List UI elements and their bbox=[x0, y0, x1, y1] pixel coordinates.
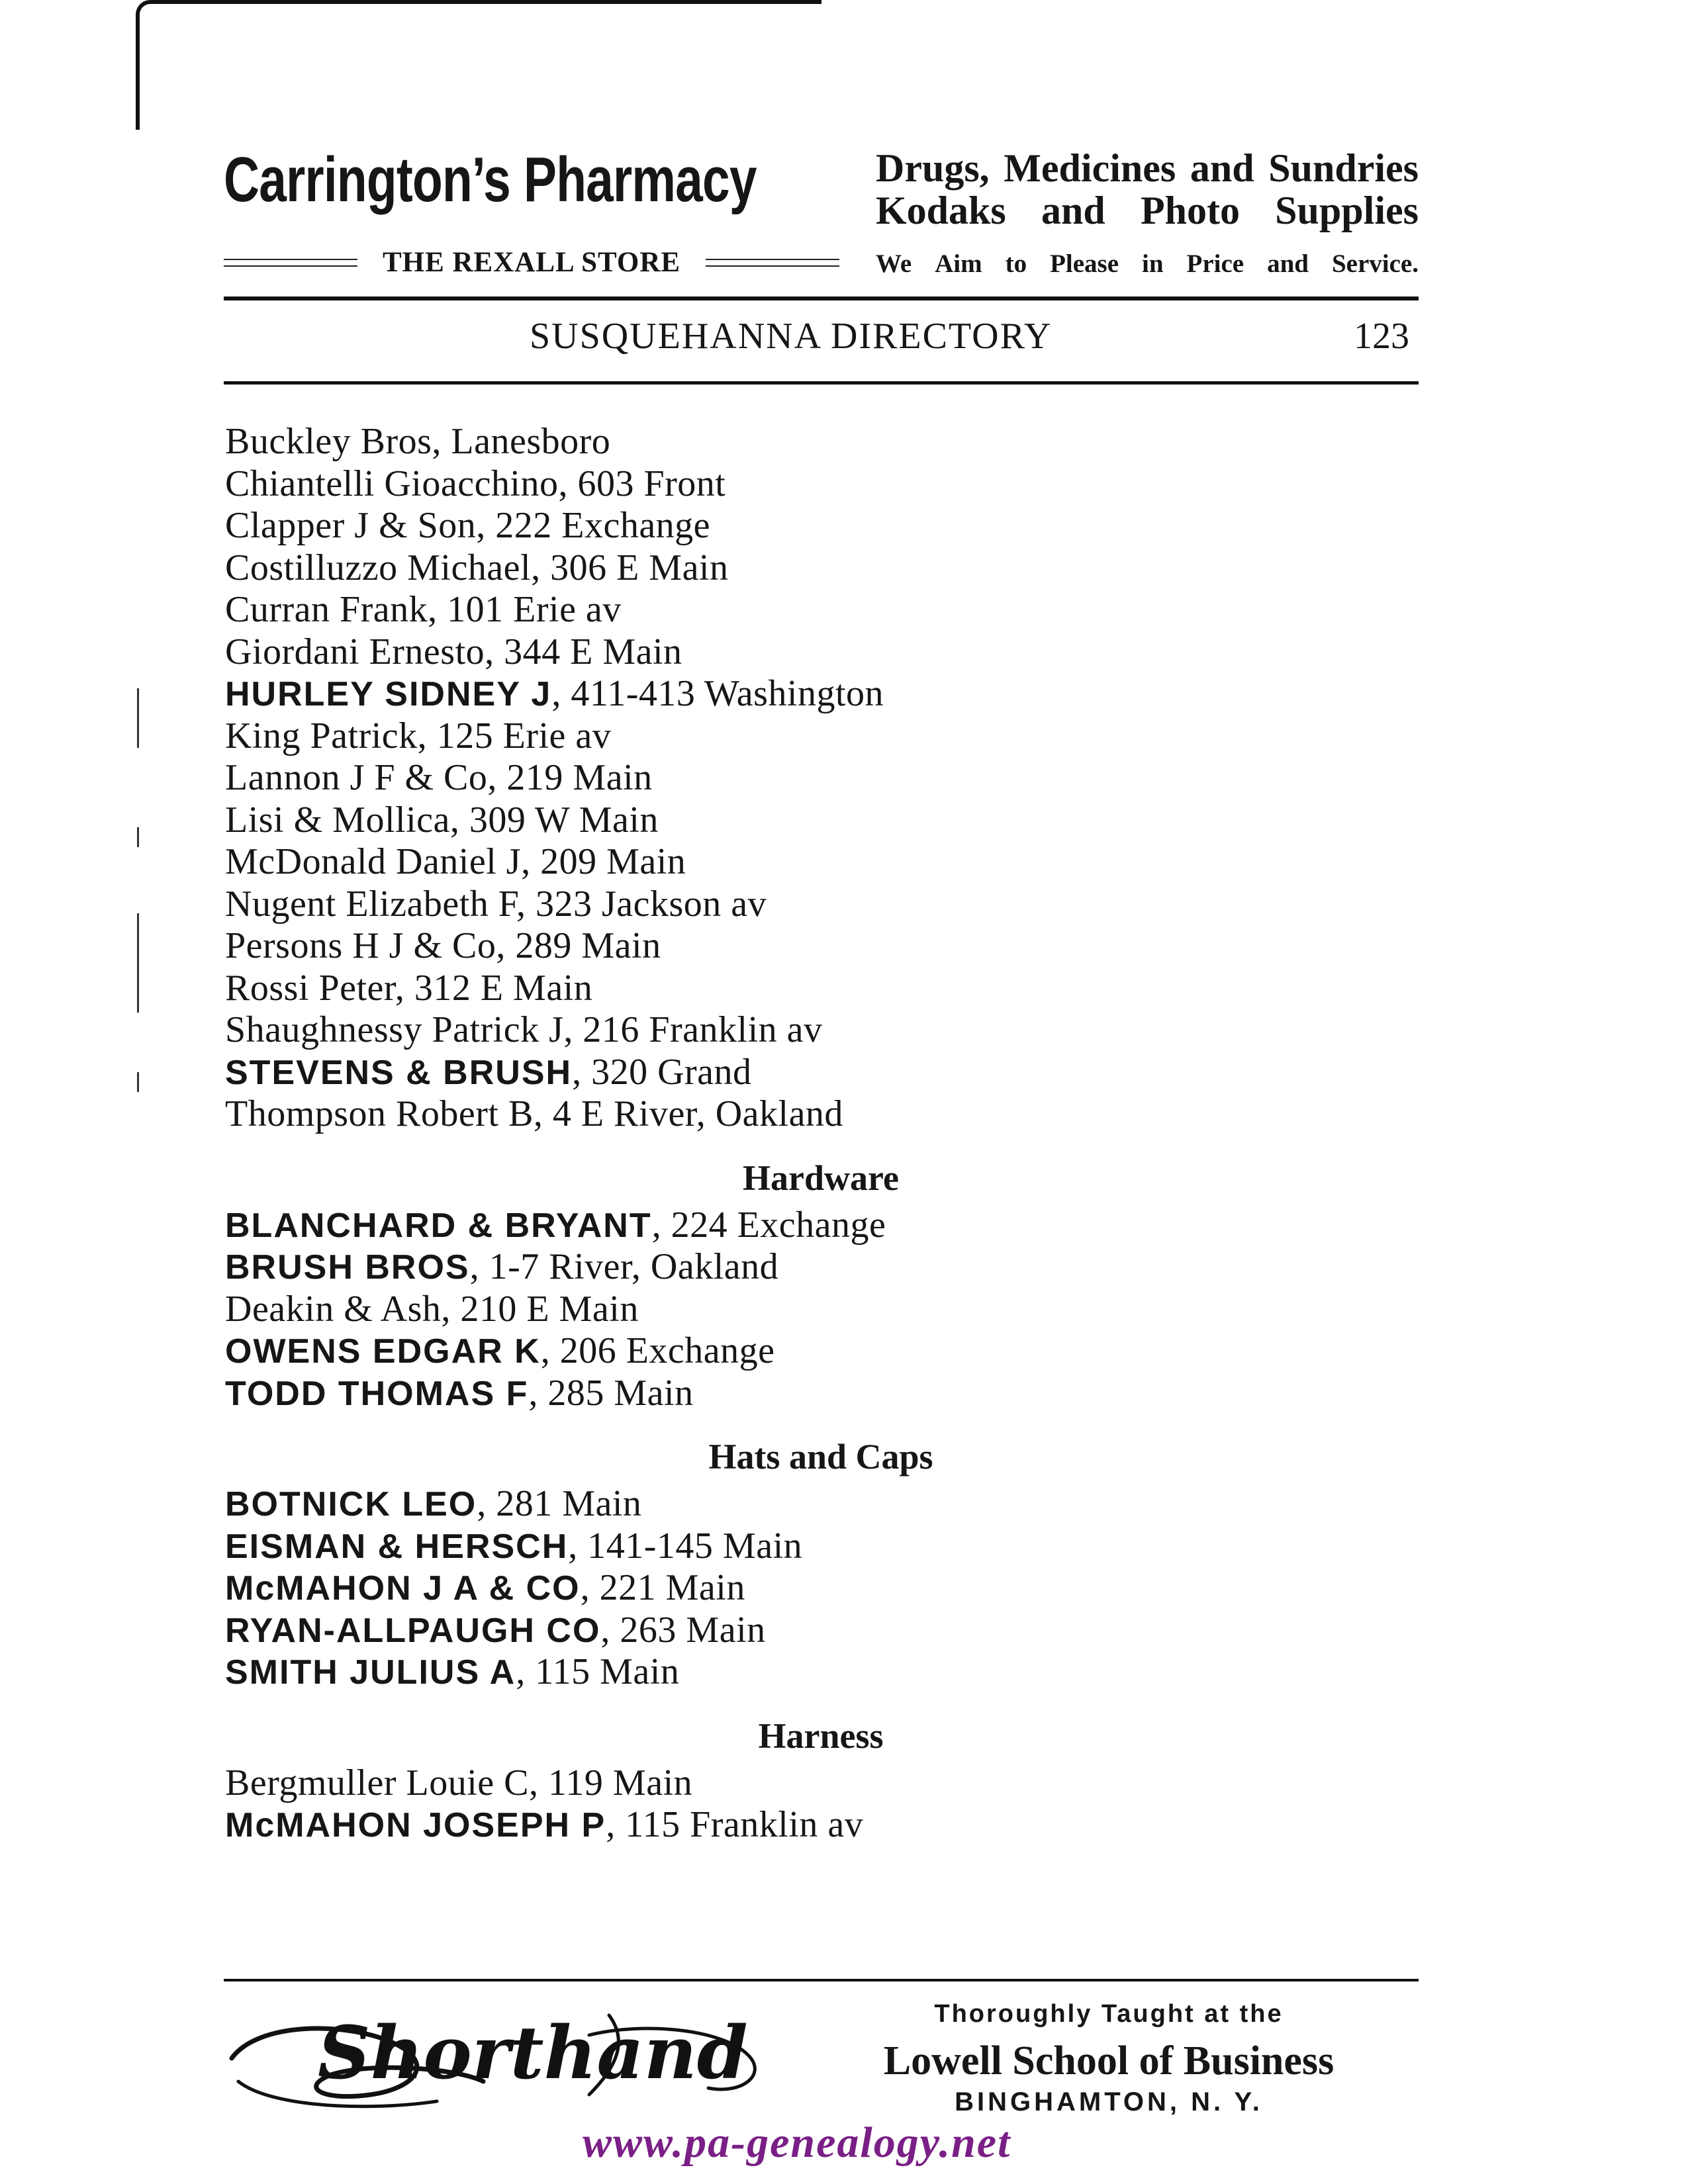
entry-name: Costilluzzo Michael bbox=[225, 547, 532, 588]
margin-tick bbox=[137, 913, 139, 1013]
entry-name: Persons H J & Co bbox=[225, 925, 496, 966]
directory-entry bbox=[225, 715, 1417, 758]
directory-entry bbox=[225, 1330, 1417, 1373]
margin-tick bbox=[137, 1072, 139, 1092]
directory-entry bbox=[225, 1009, 1417, 1052]
entry-address: , 115 Main bbox=[516, 1651, 680, 1692]
scan-corner-mark bbox=[136, 0, 821, 130]
entry-address: , 206 Exchange bbox=[540, 1330, 775, 1371]
entry-name: Lannon J F & Co bbox=[225, 757, 488, 798]
header-rule bbox=[224, 296, 1419, 300]
entry-name: Giordani Ernesto bbox=[225, 631, 485, 672]
section-gap bbox=[225, 1414, 1417, 1430]
directory-entry bbox=[225, 1762, 1417, 1805]
directory-entry bbox=[225, 1205, 1417, 1247]
margin-tick bbox=[137, 827, 139, 847]
entry-address: , 281 Main bbox=[477, 1483, 642, 1524]
section-heading bbox=[0, 1430, 1417, 1483]
entry-name: McMAHON JOSEPH P bbox=[225, 1806, 606, 1844]
page-number: 123 bbox=[1354, 316, 1409, 357]
footer-rule bbox=[224, 1979, 1419, 1981]
entry-name: McDonald Daniel J bbox=[225, 841, 522, 882]
directory-entry bbox=[225, 673, 1417, 715]
school-name: Lowell School of Business bbox=[883, 2038, 1335, 2083]
entry-name: Chiantelli Gioacchino bbox=[225, 463, 559, 504]
entry-address: , 141-145 Main bbox=[568, 1525, 803, 1567]
directory-entry bbox=[225, 1289, 1417, 1331]
section-heading-text: Hats and Caps bbox=[708, 1437, 933, 1477]
rexall-store-line bbox=[224, 246, 839, 279]
directory-entry bbox=[225, 631, 1417, 674]
entry-address: , 125 Erie av bbox=[417, 715, 612, 756]
entry-name: Bergmuller Louie C bbox=[225, 1762, 529, 1803]
section-gap bbox=[225, 1136, 1417, 1152]
entry-address: , 210 E Main bbox=[441, 1288, 639, 1330]
entry-address: , 219 Main bbox=[487, 757, 653, 798]
entry-address: , 1-7 River, Oakland bbox=[469, 1246, 779, 1287]
running-title: SUSQUEHANNA DIRECTORY bbox=[530, 316, 1053, 357]
entry-name: Buckley Bros bbox=[225, 421, 432, 462]
shorthand-script-logo bbox=[218, 1995, 774, 2124]
section-gap bbox=[225, 1694, 1417, 1709]
directory-entry bbox=[225, 589, 1417, 631]
tagline-drugs: Drugs, Medicines and Sundries bbox=[876, 146, 1419, 190]
entry-name: SMITH JULIUS A bbox=[225, 1653, 516, 1692]
school-city: BINGHAMTON, N. Y. bbox=[955, 2087, 1263, 2116]
entry-address: , 222 Exchange bbox=[476, 505, 711, 546]
entry-name: Nugent Elizabeth F bbox=[225, 883, 516, 925]
directory-entry bbox=[225, 1567, 1417, 1610]
entry-name: Clapper J & Son bbox=[225, 505, 477, 546]
shorthand-logo-art bbox=[218, 1995, 774, 2121]
directory-entry bbox=[225, 1246, 1417, 1289]
entry-name: Curran Frank bbox=[225, 589, 428, 630]
directory-entry bbox=[225, 1525, 1417, 1568]
directory-entry bbox=[225, 505, 1417, 547]
directory-entry bbox=[225, 1804, 1417, 1846]
entry-address: , 209 Main bbox=[521, 841, 686, 882]
directory-entry bbox=[225, 421, 1417, 463]
tagline-kodaks: Kodaks and Photo Supplies bbox=[876, 189, 1419, 232]
directory-entry bbox=[225, 757, 1417, 799]
entry-name: OWENS EDGAR K bbox=[225, 1332, 541, 1371]
entry-name: BRUSH BROS bbox=[225, 1248, 470, 1287]
entry-name: McMAHON J A & CO bbox=[225, 1569, 581, 1608]
directory-entry bbox=[225, 463, 1417, 506]
entry-name: Deakin & Ash bbox=[225, 1288, 442, 1330]
directory-entry bbox=[225, 1651, 1417, 1694]
aim-to-please-line: We Aim to Please in Price and Service. bbox=[876, 250, 1419, 278]
entry-name: King Patrick bbox=[225, 715, 418, 756]
entry-address: , 101 Erie av bbox=[428, 589, 622, 630]
entry-name: Thompson Robert B bbox=[225, 1093, 534, 1134]
running-head-rule bbox=[224, 381, 1419, 385]
directory-listing bbox=[225, 421, 1417, 1846]
entry-address: , 309 W Main bbox=[449, 799, 659, 841]
entry-address: , 603 Front bbox=[558, 463, 726, 504]
entry-name: Rossi Peter bbox=[225, 967, 395, 1009]
entry-name: EISMAN & HERSCH bbox=[225, 1527, 569, 1566]
entry-name: Lisi & Mollica bbox=[225, 799, 450, 841]
entry-name: BOTNICK LEO bbox=[225, 1485, 477, 1524]
section-heading-text: Harness bbox=[758, 1715, 884, 1756]
directory-entry bbox=[225, 1483, 1417, 1525]
lowell-school-ad bbox=[854, 2000, 1364, 2117]
entry-address: , 4 E River, Oakland bbox=[533, 1093, 843, 1134]
entry-name: Shaughnessy Patrick J bbox=[225, 1009, 564, 1050]
rexall-store-label: THE REXALL STORE bbox=[382, 247, 681, 278]
directory-entry bbox=[225, 1610, 1417, 1652]
entry-address: , 224 Exchange bbox=[651, 1204, 886, 1246]
directory-entry bbox=[225, 884, 1417, 926]
directory-entry bbox=[225, 799, 1417, 842]
decorative-double-rule bbox=[706, 259, 839, 267]
entry-name: RYAN-ALLPAUGH CO bbox=[225, 1611, 601, 1650]
entry-address: , 289 Main bbox=[496, 925, 661, 966]
directory-entry bbox=[225, 968, 1417, 1010]
directory-entry bbox=[225, 841, 1417, 884]
section-heading bbox=[0, 1709, 1417, 1762]
entry-name: BLANCHARD & BRYANT bbox=[225, 1206, 652, 1245]
entry-address: , 115 Franklin av bbox=[606, 1804, 864, 1845]
entry-address: , Lanesboro bbox=[432, 421, 611, 462]
entry-address: , 306 E Main bbox=[531, 547, 729, 588]
directory-entry bbox=[225, 547, 1417, 590]
entry-address: , 323 Jackson av bbox=[516, 883, 767, 925]
entry-name: STEVENS & BRUSH bbox=[225, 1053, 573, 1092]
directory-entry bbox=[225, 1052, 1417, 1094]
entry-address: , 344 E Main bbox=[485, 631, 682, 672]
entry-address: , 320 Grand bbox=[572, 1051, 752, 1093]
entry-name: TODD THOMAS F bbox=[225, 1374, 529, 1413]
pharmacy-name: Carrington’s Pharmacy bbox=[224, 144, 757, 215]
entry-address: , 119 Main bbox=[529, 1762, 693, 1803]
entry-address: , 411-413 Washington bbox=[551, 673, 884, 714]
entry-address: , 263 Main bbox=[600, 1609, 766, 1651]
decorative-double-rule bbox=[224, 259, 357, 267]
margin-tick bbox=[137, 688, 139, 748]
entry-name: HURLEY SIDNEY J bbox=[225, 675, 552, 713]
directory-entry bbox=[225, 925, 1417, 968]
section-heading bbox=[0, 1152, 1417, 1205]
directory-entry bbox=[225, 1093, 1417, 1136]
source-watermark: www.pa-genealogy.net bbox=[583, 2118, 1011, 2167]
taught-line: Thoroughly Taught at the bbox=[934, 2000, 1284, 2028]
entry-address: , 216 Franklin av bbox=[563, 1009, 823, 1050]
section-heading-text: Hardware bbox=[743, 1158, 899, 1198]
directory-entry bbox=[225, 1373, 1417, 1415]
shorthand-script-text: Shorthand bbox=[318, 2010, 748, 2095]
entry-address: , 312 E Main bbox=[395, 967, 593, 1009]
entry-address: , 221 Main bbox=[580, 1567, 745, 1608]
pharmacy-tagline bbox=[876, 147, 1419, 279]
entry-address: , 285 Main bbox=[528, 1372, 694, 1414]
